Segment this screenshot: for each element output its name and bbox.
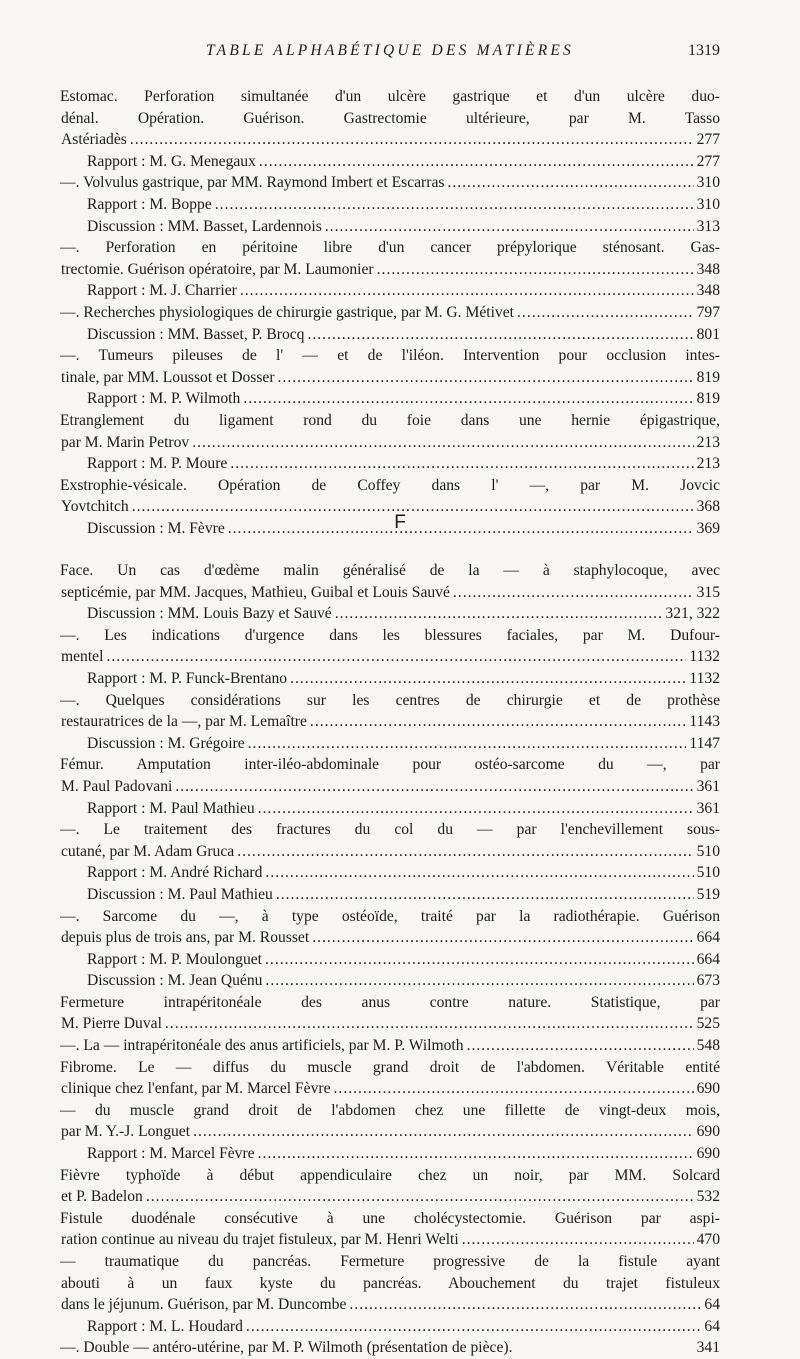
index-entry-text: —. Quelques considérations sur les centres de chirurgie et de prothèse <box>60 691 720 709</box>
index-entry-text: Rapport : M. L. Houdard <box>87 1317 243 1335</box>
leader-dots <box>349 1294 701 1316</box>
index-page-ref: 361 <box>696 799 720 817</box>
index-line <box>60 560 720 582</box>
page-number: 1319 <box>688 42 720 59</box>
index-line <box>60 1143 720 1165</box>
index-section-f <box>60 560 720 1359</box>
index-page-ref: 690 <box>696 1080 720 1098</box>
index-entry-text: —. Double — antéro-utérine, par M. P. Wilmoth (présentation de pièce). <box>60 1339 513 1357</box>
index-entry-text: cutané, par M. Adam Gruca <box>61 842 235 860</box>
leader-dots <box>290 668 686 690</box>
leader-dots <box>146 1186 694 1208</box>
leader-dots <box>334 1078 694 1100</box>
index-entry-text: dénal. Opération. Guérison. Gastrectomie ultérieure, par M. Tasso <box>61 109 720 127</box>
index-entry-text: — du muscle grand droit de l'abdomen chez une fillette de vingt-deux mois, <box>60 1101 720 1119</box>
index-page-ref: 1147 <box>689 734 720 752</box>
index-entry-text: Fibrome. Le — diffus du muscle grand droit de l'abdomen. Véritable entité <box>60 1058 720 1076</box>
index-line <box>60 646 720 668</box>
index-page-ref: 310 <box>696 195 720 213</box>
index-page-ref: 548 <box>696 1037 720 1055</box>
index-page-ref: 510 <box>696 864 720 882</box>
index-page-ref: 525 <box>696 1015 720 1033</box>
index-entry-text: Rapport : M. André Richard <box>87 864 263 882</box>
index-page-ref: 532 <box>696 1188 720 1206</box>
index-entry-text: restauratrices de la —, par M. Lemaître <box>61 713 307 731</box>
index-entry-text: par M. Marin Petrov <box>61 433 190 451</box>
index-entry-text: par M. Y.-J. Longuet <box>61 1123 191 1141</box>
index-entry-text: —. Les indications d'urgence dans les blessures faciales, par M. Dufour- <box>60 626 720 644</box>
index-page-ref: 510 <box>696 842 720 860</box>
index-entry-text: Discussion : M. Fèvre <box>87 519 225 537</box>
leader-dots <box>258 798 694 820</box>
index-entry-text: Rapport : M. Marcel Fèvre <box>87 1145 255 1163</box>
index-line <box>60 733 720 755</box>
index-entry-text: septicémie, par MM. Jacques, Mathieu, Guibal et Louis Sauvé <box>61 583 450 601</box>
leader-dots <box>240 280 694 302</box>
index-line <box>60 129 720 151</box>
index-entry-text: dans le jéjunum. Guérison, par M. Duncombe <box>61 1296 347 1314</box>
leader-dots <box>248 733 687 755</box>
index-entry-text: mentel <box>61 648 104 666</box>
leader-dots <box>246 1316 701 1338</box>
index-entry-text: trectomie. Guérison opératoire, par M. Laumonier <box>61 260 374 278</box>
index-line <box>60 410 720 432</box>
index-entry-text: Estomac. Perforation simultanée d'un ulcère gastrique et d'un ulcère duo- <box>60 88 720 105</box>
index-line <box>60 668 720 690</box>
index-page-ref: 321, 322 <box>665 605 720 623</box>
index-entry-text: Yovtchitch <box>61 498 129 516</box>
index-page-ref: 673 <box>696 972 720 990</box>
index-line <box>60 754 720 776</box>
index-entry-text: Face. Un cas d'œdème malin généralisé de la — à staphylocoque, avec <box>60 562 720 579</box>
index-line <box>60 86 720 108</box>
index-entry-text: —. Sarcome du —, à type ostéoïde, traité par la radiothérapie. Guérison <box>60 907 720 925</box>
leader-dots <box>193 1121 694 1143</box>
index-entry-text: —. Perforation en péritoine libre d'un cancer prépylorique sténosant. Gas- <box>60 239 720 257</box>
index-page-ref: 690 <box>696 1145 720 1163</box>
leader-dots <box>462 1229 694 1251</box>
leader-dots <box>215 194 694 216</box>
leader-dots <box>106 646 686 668</box>
index-entry-text: —. Le traitement des fractures du col du — par l'enchevillement sous- <box>60 821 720 839</box>
index-entry-text: Exstrophie-vésicale. Opération de Coffey dans l' —, par M. Jovcic <box>60 476 720 494</box>
index-entry-text: Discussion : M. Jean Quénu <box>87 972 263 990</box>
index-entry-text: M. Paul Padovani <box>61 777 173 795</box>
index-page-ref: 1143 <box>689 713 720 731</box>
index-line <box>60 992 720 1014</box>
index-line <box>60 1251 720 1273</box>
index-entry-text: Discussion : M. Paul Mathieu <box>87 885 273 903</box>
index-entry-text: Fièvre typhoïde à début appendiculaire chez un noir, par MM. Solcard <box>60 1166 720 1184</box>
leader-dots <box>230 453 693 475</box>
index-line <box>60 237 720 259</box>
index-page-ref: 470 <box>696 1231 720 1249</box>
index-line <box>60 108 720 130</box>
index-line <box>60 324 720 346</box>
index-page-ref: 313 <box>696 217 720 235</box>
leader-dots <box>192 432 693 454</box>
index-page-ref: 213 <box>696 455 720 473</box>
index-line <box>60 1165 720 1187</box>
leader-dots <box>335 603 663 625</box>
index-page-ref: 690 <box>696 1123 720 1141</box>
index-line <box>60 1337 720 1359</box>
index-entry-text: et P. Badelon <box>61 1188 143 1206</box>
leader-dots <box>165 1013 694 1035</box>
index-line <box>60 906 720 928</box>
leader-dots <box>237 841 693 863</box>
index-line <box>60 1294 720 1316</box>
leader-dots <box>276 884 694 906</box>
index-page-ref: 1132 <box>689 648 720 666</box>
index-line <box>60 862 720 884</box>
index-line <box>60 819 720 841</box>
index-page-ref: 819 <box>696 390 720 408</box>
index-line <box>60 1229 720 1251</box>
index-entry-text: —. Tumeurs pileuses de l' — et de l'iléon. Intervention pour occlusion intes- <box>60 347 720 365</box>
index-page-ref: 341 <box>696 1339 720 1357</box>
index-line <box>60 776 720 798</box>
index-entry-text: Rapport : M. Boppe <box>87 195 212 213</box>
running-title: TABLE ALPHABÉTIQUE DES MATIÈRES <box>206 42 574 59</box>
index-line <box>60 280 720 302</box>
index-entry-text: Rapport : M. P. Moure <box>87 455 228 473</box>
index-entry-text: depuis plus de trois ans, par M. Rousset <box>61 929 310 947</box>
leader-dots <box>453 582 694 604</box>
index-page-ref: 819 <box>696 368 720 386</box>
leader-dots <box>265 862 693 884</box>
index-line <box>60 1273 720 1295</box>
leader-dots <box>265 970 693 992</box>
index-page-ref: 64 <box>704 1296 720 1314</box>
index-page-ref: 310 <box>696 174 720 192</box>
index-entry-text: Fémur. Amputation inter-iléo-abdominale pour ostéo-sarcome du —, par <box>60 756 720 774</box>
index-page-ref: 348 <box>696 260 720 278</box>
index-page-ref: 369 <box>696 519 720 537</box>
index-entry-text: tinale, par MM. Loussot et Dosser <box>61 368 275 386</box>
leader-dots <box>278 367 694 389</box>
index-entry-text: Rapport : M. G. Menegaux <box>87 152 256 170</box>
index-entry-text: Fermeture intrapéritonéale des anus contre nature. Statistique, par <box>60 993 720 1011</box>
leader-dots <box>307 324 693 346</box>
index-entry-text: Fistule duodénale consécutive à une cholécystectomie. Guérison par aspi- <box>60 1209 720 1227</box>
index-line <box>60 1035 720 1057</box>
index-page-ref: 348 <box>696 282 720 300</box>
index-page-ref: 664 <box>696 950 720 968</box>
index-entry-text: ration continue au niveau du trajet fistuleux, par M. Henri Welti <box>61 1231 459 1249</box>
index-line <box>60 841 720 863</box>
index-line <box>60 1078 720 1100</box>
index-page-ref: 368 <box>696 498 720 516</box>
leader-dots <box>259 151 694 173</box>
index-page-ref: 1132 <box>689 669 720 687</box>
index-entry-text: Astériadès <box>61 131 127 149</box>
index-entry-text: — traumatique du pancréas. Fermeture progressive de la fistule ayant <box>60 1253 720 1270</box>
leader-dots <box>312 927 693 949</box>
index-entry-text: —. Recherches physiologiques de chirurgie gastrique, par M. G. Métivet <box>60 303 514 321</box>
leader-dots <box>243 388 693 410</box>
index-line <box>60 1100 720 1122</box>
index-line <box>60 302 720 324</box>
index-entry-text: —. La — intrapéritonéale des anus artificiels, par M. P. Wilmoth <box>60 1037 464 1055</box>
index-entry-text: Rapport : M. P. Moulonguet <box>87 950 263 968</box>
index-page-ref: 277 <box>696 152 720 170</box>
index-entry-text: Discussion : MM. Basset, Lardennois <box>87 217 322 235</box>
index-entry-text: Etranglement du ligament rond du foie dans une hernie épigastrique, <box>60 411 720 429</box>
index-entry-text: clinique chez l'enfant, par M. Marcel Fèvre <box>61 1080 331 1098</box>
index-line <box>60 172 720 194</box>
index-entry-text: Rapport : M. P. Funck-Brentano <box>87 669 288 687</box>
index-line <box>60 475 720 497</box>
index-line <box>60 432 720 454</box>
index-line <box>60 1186 720 1208</box>
leader-dots <box>377 259 694 281</box>
index-line <box>60 582 720 604</box>
leader-dots <box>175 776 693 798</box>
leader-dots <box>325 216 694 238</box>
index-entry-text: —. Volvulus gastrique, par MM. Raymond Imbert et Escarras <box>60 174 445 192</box>
index-page-ref: 797 <box>696 303 720 321</box>
index-line <box>60 259 720 281</box>
leader-dots <box>258 1143 694 1165</box>
leader-dots <box>130 129 694 151</box>
index-entry-text: Discussion : MM. Louis Bazy et Sauvé <box>87 605 332 623</box>
index-line <box>60 1208 720 1230</box>
index-page-ref: 315 <box>696 583 720 601</box>
index-line <box>60 690 720 712</box>
index-entry-text: abouti à un faux kyste du pancréas. Abouchement du trajet fistuleux <box>61 1274 720 1292</box>
index-line <box>60 625 720 647</box>
index-line <box>60 1013 720 1035</box>
index-line <box>60 884 720 906</box>
leader-dots <box>310 711 686 733</box>
index-line <box>60 1057 720 1079</box>
index-line <box>60 603 720 625</box>
letter-heading: F <box>394 512 406 533</box>
index-page-ref: 277 <box>696 131 720 149</box>
leader-dots <box>447 172 693 194</box>
leader-dots <box>467 1035 694 1057</box>
index-line <box>60 345 720 367</box>
index-line <box>60 1316 720 1338</box>
leader-dots <box>517 302 694 324</box>
index-page-ref: 664 <box>696 929 720 947</box>
index-page-ref: 361 <box>696 777 720 795</box>
index-entry-text: Rapport : M. P. Wilmoth <box>87 390 241 408</box>
leader-dots <box>265 949 694 971</box>
index-page-ref: 519 <box>696 885 720 903</box>
index-line <box>60 949 720 971</box>
index-entry-text: Discussion : MM. Basset, P. Brocq <box>87 325 305 343</box>
index-page-ref: 64 <box>704 1317 720 1335</box>
index-page-ref: 213 <box>696 433 720 451</box>
index-line <box>60 711 720 733</box>
index-line <box>60 927 720 949</box>
index-entry-text: Discussion : M. Grégoire <box>87 734 245 752</box>
running-header <box>60 42 720 64</box>
index-line <box>60 367 720 389</box>
index-line <box>60 970 720 992</box>
index-page-ref: 801 <box>696 325 720 343</box>
index-entry-text: M. Pierre Duval <box>61 1015 162 1033</box>
index-entry-text: Rapport : M. J. Charrier <box>87 282 237 300</box>
index-section-e <box>60 86 720 539</box>
index-line <box>60 388 720 410</box>
index-line <box>60 1121 720 1143</box>
index-line <box>60 216 720 238</box>
index-line <box>60 798 720 820</box>
index-line <box>60 453 720 475</box>
index-line <box>60 151 720 173</box>
index-entry-text: Rapport : M. Paul Mathieu <box>87 799 255 817</box>
index-line <box>60 194 720 216</box>
